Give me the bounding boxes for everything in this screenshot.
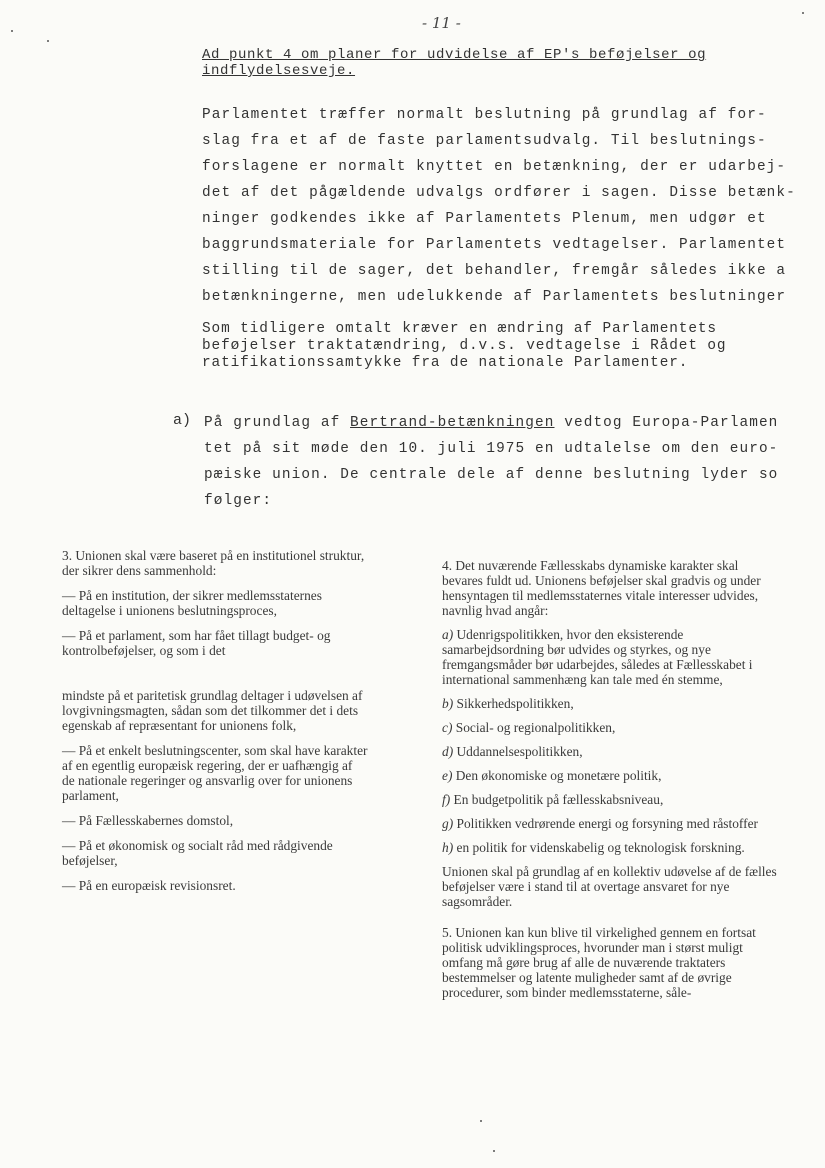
policy-item-e [442,768,780,783]
policy-item-f [442,792,780,807]
article-5: 5. Unionen kan kun blive til virkelighed gennem en fortsat politisk udviklingsproces, hvorunder man i størst muligt omfang må gøre brug af alle de nuværende traktaters bestemmelser og latente muligheder samt af de øvrige procedurer, som binder medlemsstaterne, såle- [442,925,756,1000]
item-letter: e) [442,768,453,783]
item-text: Den økonomiske og monetære politik, [455,768,662,783]
article-4: 4. Det nuværende Fællesskabs dynamiske karakter skal bevares fuldt ud. Unionens beføjelser skal gradvis og under hensyntagen til medlemsstaternes vitale interesser udvides, navnlig hvad angår: [442,558,761,618]
unionen-paragraph: Unionen skal på grundlag af en kollektiv udøvelse af de fælles beføjelser være i stand til at overtage ansvaret for nye sagsområder. [442,864,777,909]
scan-speck [480,1120,482,1122]
paragraph-line: forslagene er normalt knyttet en betænkning, der er udarbej- [202,159,787,175]
paragraph-line: betænkningerne, men udelukkende af Parlamentets beslutninger [202,289,787,305]
policy-item-g [442,816,780,831]
bullet-continuation: mindste på et paritetisk grundlag deltager i udøvelsen af lovgivningsmagten, sådan som det tilkommer det i dets egenskab af repræsentant for unionens folk, [62,688,363,733]
section-a-line: følger: [204,493,273,509]
paragraph-line: baggrundsmateriale for Parlamentets vedtagelser. Parlamentet [202,237,787,253]
item-text: En budgetpolitik på fællesskabsniveau, [453,792,664,807]
scan-speck [47,40,49,42]
bertrand-report-reference: Bertrand-betænkningen [350,415,555,431]
section-heading-line2: indflydelsesveje. [202,63,356,79]
item-letter: c) [442,720,453,735]
section-heading-line1: Ad punkt 4 om planer for udvidelse af EP's beføjelser og [202,47,707,63]
scan-speck [802,12,804,14]
policy-item-a [442,627,780,687]
paragraph-line: det af det pågældende udvalgs ordfører i sagen. Disse betænk- [202,185,796,201]
bullet-item: — På et parlament, som har fået tillagt budget- og kontrolbeføjelser, og som i det [62,628,331,658]
item-text: Uddannelsespolitikken, [456,744,583,759]
policy-item-h [442,840,780,855]
item-text: Sikkerhedspolitikken, [456,696,574,711]
item-letter: a) [442,627,454,642]
bullet-item: — På Fællesskabernes domstol, [62,813,234,828]
bullet-item: — På en europæisk revisionsret. [62,878,236,893]
section-a-label: a) [173,412,192,429]
scan-speck [493,1150,495,1152]
paragraph-2 [202,321,822,372]
item-letter: b) [442,696,454,711]
right-column [442,558,780,1009]
policy-item-d [442,744,780,759]
policy-item-b [442,696,780,711]
section-a-text-start: På grundlag af [204,415,351,431]
item-letter: h) [442,840,454,855]
item-text: Udenrigspolitikken, hvor den eksisterende samarbejdsordning bør udvides og styrkes, og nye fremgangsmåder bør udarbejdes, således at Fællesskabet i international sammenhæng kan tale med én stemme, [442,627,753,687]
bullet-item: — På et økonomisk og socialt råd med rådgivende beføjelser, [62,838,333,868]
paragraph-line: Som tidligere omtalt kræver en ændring af Parlamentets [202,321,717,337]
item-text: en politik for videnskabelig og teknologisk forskning. [456,840,745,855]
article-3: 3. Unionen skal være baseret på en institutionel struktur, der sikrer dens sammenhold: [62,548,365,578]
section-a-text [204,410,819,514]
item-text: Politikken vedrørende energi og forsyning med råstoffer [456,816,758,831]
scan-speck [11,30,13,32]
section-a-text-end: vedtog Europa-Parlamen [554,415,779,431]
paragraph-line: Parlamentet træffer normalt beslutning på grundlag af for- [202,107,767,123]
section-a-line [204,410,819,436]
paragraph-line: beføjelser traktatændring, d.v.s. vedtagelse i Rådet og [202,338,727,354]
page-number: - 11 - [422,14,461,32]
left-column [62,548,368,903]
paragraph-line: slag fra et af de faste parlamentsudvalg. Til beslutnings- [202,133,767,149]
section-a-line: tet på sit møde den 10. juli 1975 en udtalelse om den euro- [204,441,779,457]
paragraph-line: ninger godkendes ikke af Parlamentets Plenum, men udgør et [202,211,767,227]
section-a-line: pæiske union. De centrale dele af denne beslutning lyder so [204,467,779,483]
item-letter: g) [442,816,454,831]
paragraph-1 [202,102,822,310]
paragraph-line: ratifikationssamtykke fra de nationale Parlamenter. [202,355,689,371]
paragraph-line: stilling til de sager, det behandler, fremgår således ikke a [202,263,787,279]
bullet-item: — På en institution, der sikrer medlemsstaternes deltagelse i unionens beslutningsproces, [62,588,322,618]
item-letter: f) [442,792,451,807]
item-letter: d) [442,744,454,759]
policy-item-c [442,720,780,735]
item-text: Social- og regionalpolitikken, [455,720,616,735]
bullet-item: — På et enkelt beslutningscenter, som skal have karakter af en egentlig europæisk regering, der er uafhængig af de nationale regeringer og ansvarlig over for unionens parlament, [62,743,368,803]
